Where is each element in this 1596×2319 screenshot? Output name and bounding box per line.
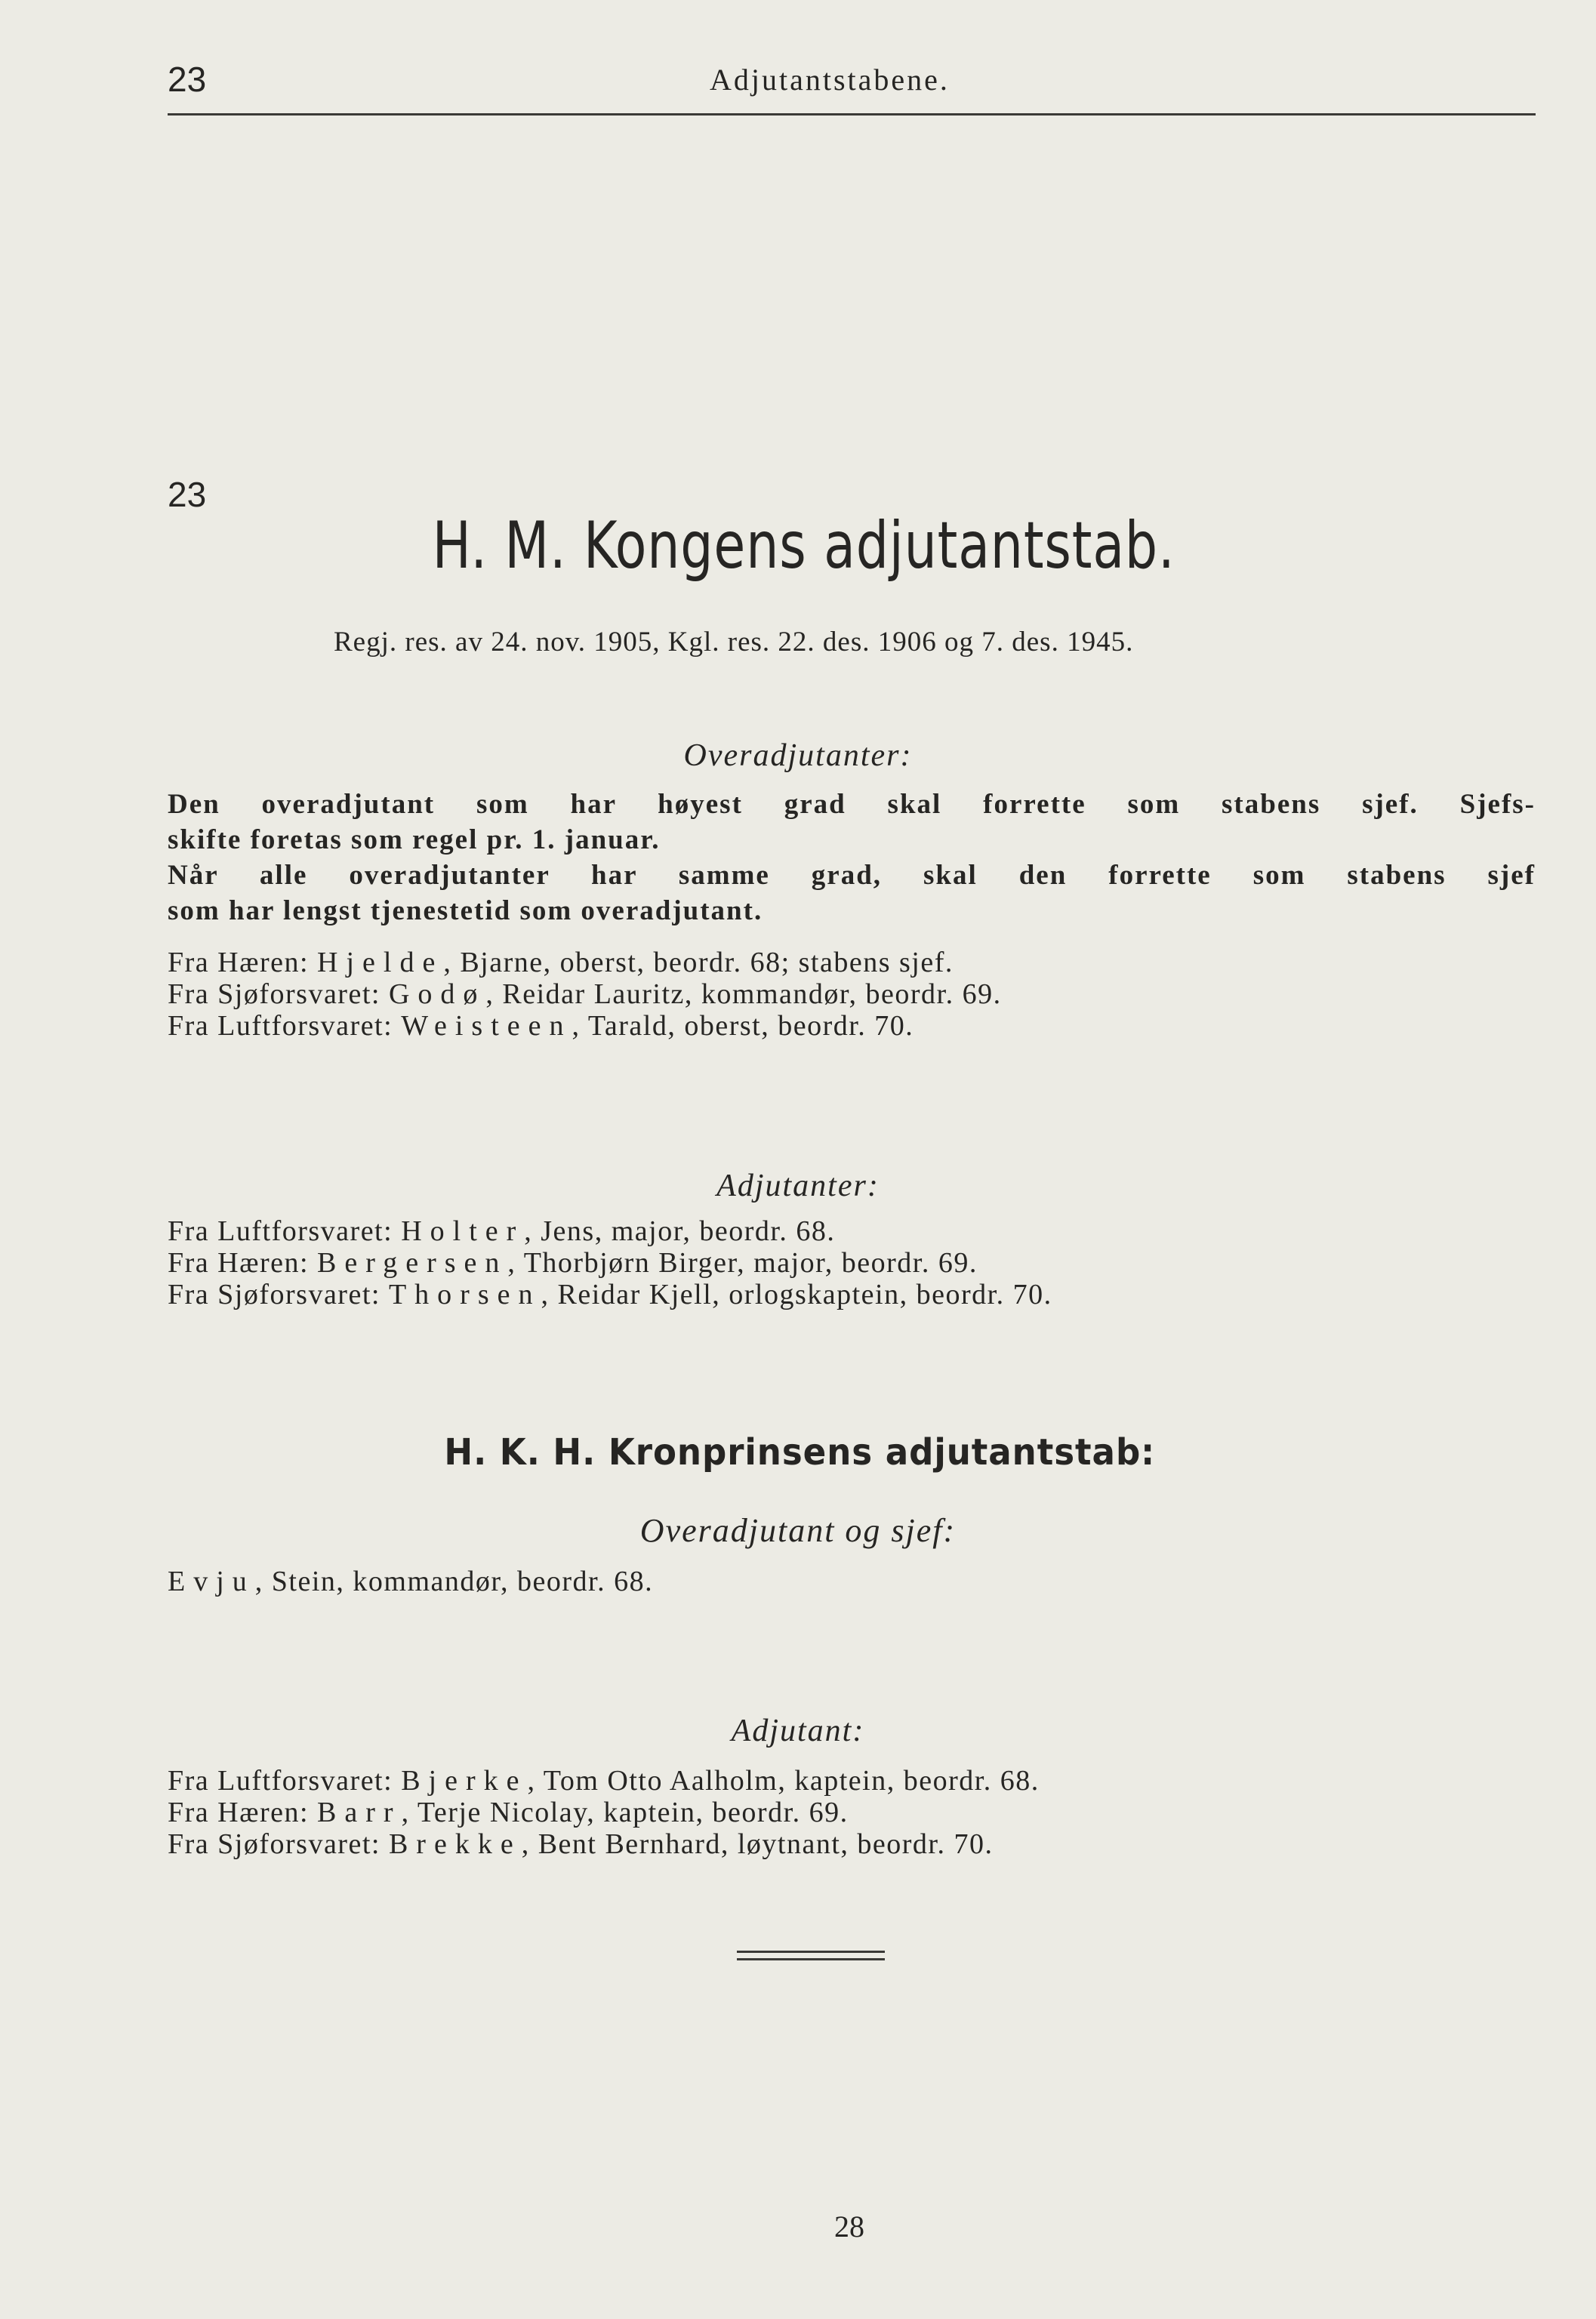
regulation-line: Regj. res. av 24. nov. 1905, Kgl. res. 22. des. 1906 og 7. des. 1945. — [334, 627, 1134, 658]
overadjutant-og-sjef-heading: Overadjutant og sjef: — [639, 1512, 957, 1549]
list-item: Fra Sjøforsvaret: Godø, Reidar Lauritz, kommandør, beordr. 69. — [168, 978, 1002, 1010]
paragraph-line: Når alle overadjutanter har samme grad, skal den forrette som stabens sjef — [168, 860, 1536, 891]
overadjutanter-paragraph-1 — [168, 787, 1536, 858]
list-item: Fra Sjøforsvaret: Brekke, Bent Bernhard, løytnant, beordr. 70. — [168, 1828, 994, 1860]
list-item: Fra Luftforsvaret: Bjerke, Tom Otto Aalholm, kaptein, beordr. 68. — [168, 1765, 1040, 1797]
page-title: H. M. Kongens adjutantstab. — [432, 508, 1175, 584]
paragraph-line: som har lengst tjenestetid som overadjutant. — [168, 895, 763, 926]
list-item: Fra Hæren: Hjelde, Bjarne, oberst, beordr. 68; stabens sjef. — [168, 947, 954, 978]
list-item: Fra Sjøforsvaret: Thorsen, Reidar Kjell, orlogskaptein, beordr. 70. — [168, 1279, 1052, 1310]
running-head-page-number: 23 — [168, 60, 207, 99]
adjutant-heading: Adjutant: — [731, 1714, 865, 1748]
adjutant-list — [168, 1765, 1040, 1860]
overadjutanter-paragraph-2 — [168, 858, 1536, 929]
overadjutanter-list — [168, 947, 1002, 1042]
end-rule-upper — [737, 1951, 885, 1953]
paragraph-line: skifte foretas som regel pr. 1. januar. — [168, 824, 661, 855]
section-number: 23 — [168, 475, 207, 514]
list-item: Fra Luftforsvaret: Weisteen, Tarald, oberst, beordr. 70. — [168, 1010, 914, 1042]
overadjutant-og-sjef-list — [168, 1566, 653, 1597]
list-item: Fra Luftforsvaret: Holter, Jens, major, beordr. 68. — [168, 1215, 836, 1247]
list-item: Fra Hæren: Bergersen, Thorbjørn Birger, major, beordr. 69. — [168, 1247, 978, 1279]
paragraph-line: Den overadjutant som har høyest grad skal forrette som stabens sjef. Sjefs- — [168, 789, 1536, 820]
list-item: Evju, Stein, kommandør, beordr. 68. — [168, 1566, 654, 1597]
end-rule-lower — [737, 1958, 885, 1960]
running-head-title: Adjutantstabene. — [710, 63, 950, 97]
adjutanter-list — [168, 1215, 1052, 1310]
footer-page-number: 28 — [834, 2210, 864, 2244]
overadjutanter-heading: Overadjutanter: — [683, 738, 913, 773]
adjutanter-heading: Adjutanter: — [716, 1169, 880, 1203]
running-head-rule — [168, 113, 1536, 115]
list-item: Fra Hæren: Barr, Terje Nicolay, kaptein, beordr. 69. — [168, 1797, 849, 1828]
section-heading-crown-prince: H. K. H. Kronprinsens adjutantstab: — [444, 1431, 1156, 1474]
